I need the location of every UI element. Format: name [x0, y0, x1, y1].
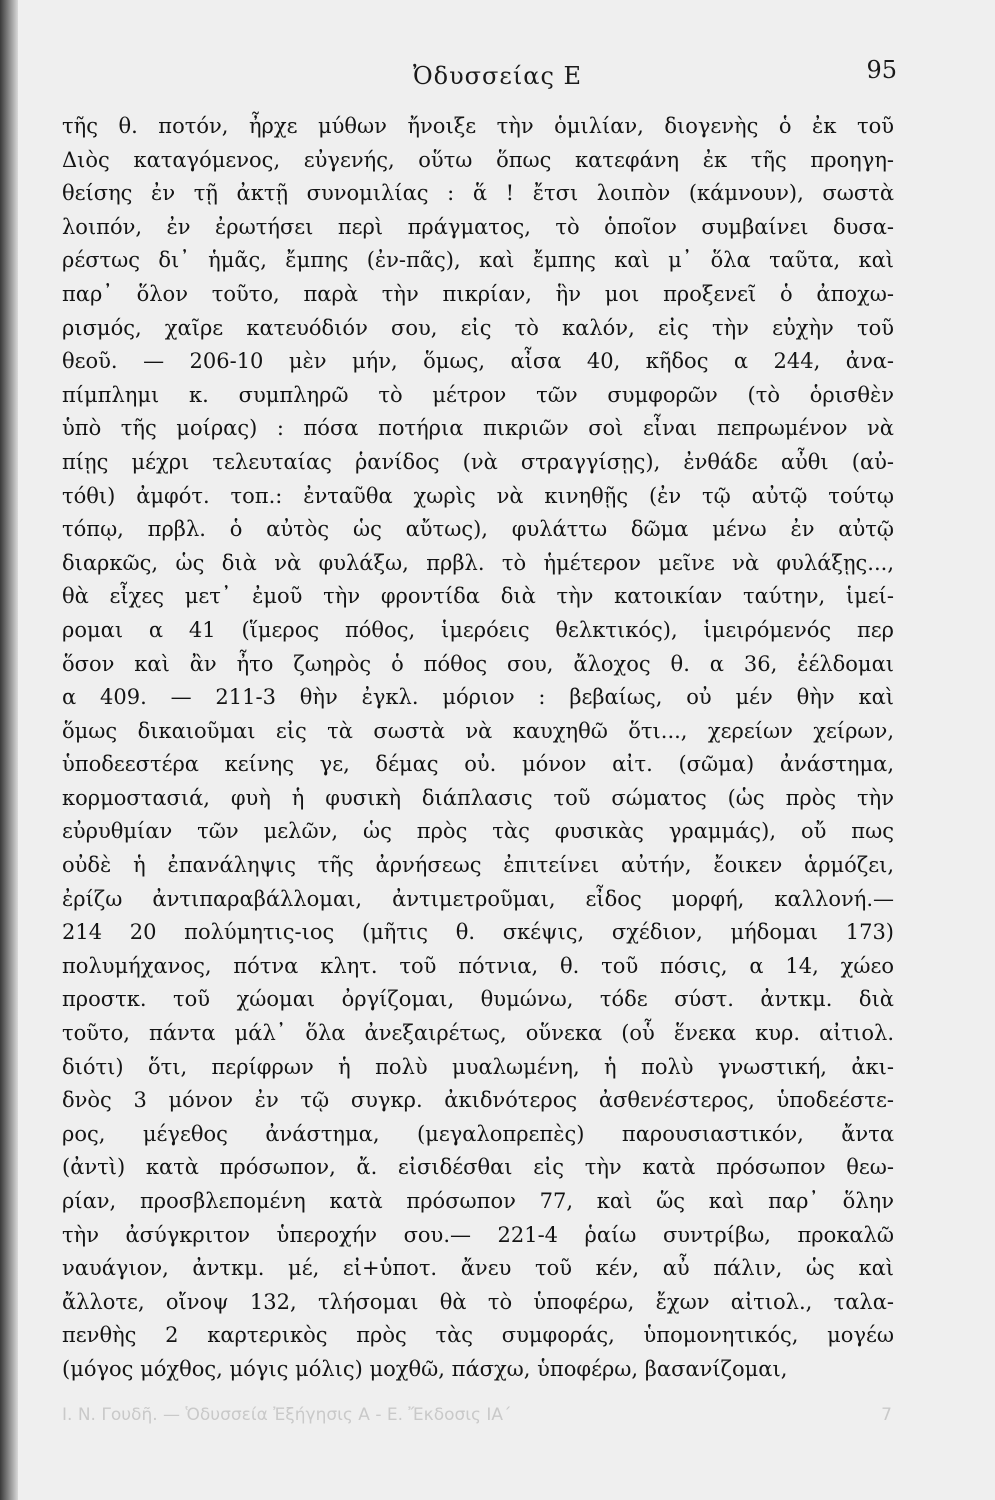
- text-line: (ἀντὶ) κατὰ πρόσωπον, ἄ. εἰσιδέσθαι εἰς τὴν κατὰ πρόσωπον θεω-: [62, 1155, 894, 1180]
- text-line: ἐρίζω ἀντιπαραβάλλομαι, ἀντιμετροῦμαι, εἶδος μορφή, καλλονή.—: [62, 886, 894, 911]
- page-number: 95: [866, 56, 897, 84]
- text-line: ρίαν, προσβλεπομένη κατὰ πρόσωπον 77, καὶ ὥς καὶ παρ᾽ ὅλην: [62, 1189, 894, 1213]
- show-through-footer: [62, 1405, 892, 1433]
- footer-text: Ι. Ν. Γουδῆ. — Ὁδυσσεία Ἐξήγησις Α - Ε. Ἔκδοσις ΙΑ΄: [62, 1405, 512, 1425]
- text-line: ρέστως δι᾽ ἡμᾶς, ἔμπης (ἐν-πᾶς), καὶ ἔμπης καὶ μ᾽ ὅλα ταῦτα, καὶ: [62, 248, 894, 273]
- text-line: ἄλλοτε, οἴνοψ 132, τλήσομαι θὰ τὸ ὑποφέρω, ἔχων αἰτιολ., ταλα-: [62, 1289, 894, 1314]
- running-head: [0, 56, 995, 96]
- text-line: ναυάγιον, ἀντκμ. μέ, εἰ+ὑποτ. ἄνευ τοῦ κέν, αὖ πάλιν, ὡς καὶ: [62, 1256, 894, 1281]
- text-line: λοιπόν, ἐν ἐρωτήσει περὶ πράγματος, τὸ ὁποῖον συμβαίνει δυσα-: [62, 214, 894, 239]
- text-line: δνὸς 3 μόνον ἐν τῷ συγκρ. ἀκιδνότερος ἀσθενέστερος, ὑποδεέστε-: [62, 1088, 894, 1113]
- text-line: ὅμως δικαιοῦμαι εἰς τὰ σωστὰ νὰ καυχηθῶ ὅτι..., χερείων χείρων,: [62, 718, 894, 743]
- text-line: τόπῳ, πρβλ. ὁ αὐτὸς ὡς αὔτως), φυλάττω δῶμα μένω ἐν αὐτῷ: [62, 517, 894, 542]
- text-line: θὰ εἶχες μετ᾽ ἐμοῦ τὴν φροντίδα διὰ τὴν κατοικίαν ταύτην, ἱμεί-: [62, 584, 894, 609]
- text-line: θείσης ἐν τῇ ἀκτῇ συνομιλίας : ἅ ! ἔτσι λοιπὸν (κάμνουν), σωστὰ: [62, 181, 894, 206]
- commentary-text: [62, 110, 894, 1387]
- page-binding-edge: [0, 0, 18, 1500]
- text-line: ρος, μέγεθος ἀνάστημα, (μεγαλοπρεπὲς) παρουσιαστικόν, ἄντα: [62, 1121, 894, 1146]
- text-line: α 409. — 211-3 θὴν ἐγκλ. μόριον : βεβαίως, οὐ μέν θὴν καὶ: [62, 685, 894, 710]
- text-line: προστκ. τοῦ χώομαι ὀργίζομαι, θυμώνω, τόδε σύστ. ἀντκμ. διὰ: [62, 987, 894, 1012]
- text-line: τῆς θ. ποτόν, ἦρχε μύθων ἤνοιξε τὴν ὁμιλίαν, διογενὴς ὁ ἐκ τοῦ: [62, 114, 894, 138]
- text-line: παρ᾽ ὅλον τοῦτο, παρὰ τὴν πικρίαν, ἣν μοι προξενεῖ ὁ ἀποχω-: [62, 281, 894, 306]
- text-line: κορμοστασιά, φυὴ ἡ φυσικὴ διάπλασις τοῦ σώματος (ὡς πρὸς τὴν: [62, 785, 894, 810]
- text-line: πολυμήχανος, πότνα κλητ. τοῦ πότνια, θ. τοῦ πόσις, α 14, χώεο: [62, 953, 894, 978]
- text-line: ρισμός, χαῖρε κατευόδιόν σου, εἰς τὸ καλόν, εἰς τὴν εὐχὴν τοῦ: [62, 315, 894, 340]
- text-line: ρομαι α 41 (ἵμερος πόθος, ἱμερόεις θελκτικός), ἱμειρόμενός περ: [62, 617, 894, 642]
- text-line: ὑπὸ τῆς μοίρας) : πόσα ποτήρια πικριῶν σοὶ εἶναι πεπρωμένον νὰ: [62, 416, 894, 441]
- text-line: 214 20 πολύμητις-ιος (μῆτις θ. σκέψις, σχέδιον, μήδομαι 173): [62, 920, 894, 945]
- text-line: εὐρυθμίαν τῶν μελῶν, ὡς πρὸς τὰς φυσικὰς γραμμάς), οὔ πως: [62, 819, 894, 844]
- text-line: πενθὴς 2 καρτερικὸς πρὸς τὰς συμφοράς, ὑπομονητικός, μογέω: [62, 1323, 894, 1348]
- text-line: ὑποδεεστέρα κείνης γε, δέμας οὐ. μόνον αἰτ. (σῶμα) ἀνάστημα,: [62, 752, 894, 777]
- text-line: θεοῦ. — 206-10 μὲν μήν, ὅμως, αἶσα 40, κῆδος α 244, ἀνα-: [62, 349, 894, 374]
- running-title: Ὀδυσσείας Ε: [412, 62, 583, 90]
- text-line: τοῦτο, πάντα μάλ᾽ ὅλα ἀνεξαιρέτως, οὕνεκα (οὗ ἕνεκα κυρ. αἰτιολ.: [62, 1021, 894, 1046]
- text-line: οὐδὲ ἡ ἐπανάληψις τῆς ἀρνήσεως ἐπιτείνει αὐτήν, ἔοικεν ἁρμόζει,: [62, 853, 894, 878]
- text-line: Διὸς καταγόμενος, εὐγενής, οὕτω ὅπως κατεφάνη ἐκ τῆς προηγη-: [62, 147, 894, 172]
- text-line: πίμπλημι κ. συμπληρῶ τὸ μέτρον τῶν συμφορῶν (τὸ ὁρισθὲν: [62, 382, 894, 407]
- text-line: διαρκῶς, ὡς διὰ νὰ φυλάξω, πρβλ. τὸ ἡμέτερον μεῖνε νὰ φυλάξῃς...,: [62, 550, 894, 575]
- text-line: διότι) ὅτι, περίφρων ἡ πολὺ μυαλωμένη, ἡ πολὺ γνωστική, ἀκι-: [62, 1054, 894, 1079]
- footer-signature: 7: [881, 1405, 892, 1425]
- text-line: ὅσον καὶ ἂν ἦτο ζωηρὸς ὁ πόθος σου, ἄλοχος θ. α 36, ἐέλδομαι: [62, 651, 894, 676]
- text-line: τόθι) ἀμφότ. τοπ.: ἐνταῦθα χωρὶς νὰ κινηθῇς (ἐν τῷ αὐτῷ τούτῳ: [62, 483, 894, 508]
- text-line: (μόγος μόχθος, μόγις μόλις) μοχθῶ, πάσχω, ὑποφέρω, βασανίζομαι,: [62, 1356, 788, 1381]
- text-line: πίῃς μέχρι τελευταίας ῥανίδος (νὰ στραγγίσῃς), ἐνθάδε αὖθι (αὐ-: [62, 449, 894, 474]
- text-line: τὴν ἀσύγκριτον ὑπεροχήν σου.— 221-4 ῥαίω συντρίβω, προκαλῶ: [62, 1222, 894, 1247]
